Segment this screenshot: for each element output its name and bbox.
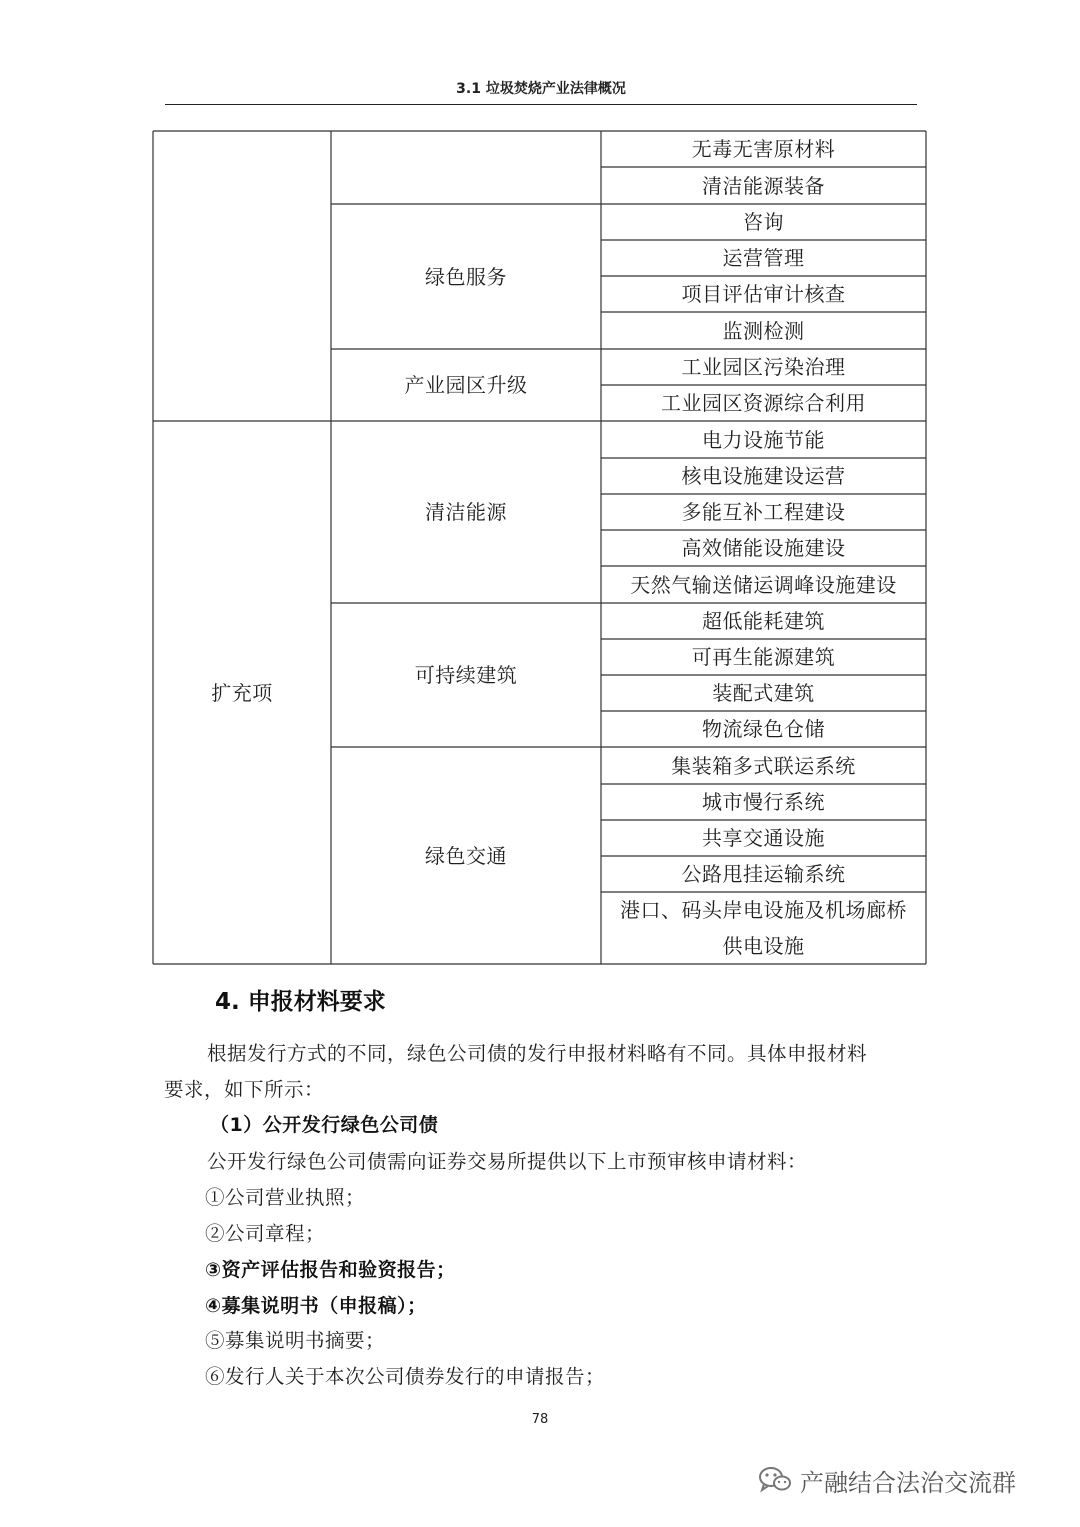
- item-cell: 无毒无害原材料: [691, 137, 836, 161]
- item-line: 供电设施: [722, 934, 805, 958]
- watermark: [758, 1460, 1016, 1500]
- wechat-icon: [758, 1465, 792, 1495]
- item-cell: 物流绿色仓储: [702, 717, 825, 741]
- item-cell: 共享交通设施: [702, 826, 825, 850]
- list-item: ⑤募集说明书摘要；: [205, 1329, 386, 1352]
- category-green-transport-cell: 绿色交通: [425, 843, 507, 868]
- item-cell: 高效储能设施建设: [681, 536, 846, 560]
- item-cell: 天然气输送储运调峰设施建设: [630, 572, 897, 597]
- list-item: ①公司营业执照；: [205, 1186, 366, 1209]
- watermark-text: 产融结合法治交流群: [800, 1468, 1016, 1497]
- item-cell: 多能互补工程建设: [681, 500, 846, 524]
- item-cell: 运营管理: [722, 246, 805, 270]
- item-line: 港口、码头岸电设施及机场廊桥: [620, 898, 907, 922]
- item-cell-multiline: [601, 892, 926, 964]
- item-cell: 城市慢行系统: [702, 790, 825, 814]
- intro-paragraph-line-2: 要求，如下所示：: [164, 1078, 325, 1101]
- item-cell: 咨询: [743, 210, 784, 234]
- category-green-service-cell: 绿色服务: [425, 264, 507, 289]
- page-number: 78: [531, 1412, 549, 1427]
- category-industrial-park-cell: 产业园区升级: [404, 373, 528, 397]
- section-heading: 4. 申报材料要求: [215, 989, 386, 1015]
- intro-paragraph-line-1: 根据发行方式的不同，绿色公司债的发行申报材料略有不同。具体申报材料: [207, 1042, 868, 1065]
- item-cell: 装配式建筑: [712, 681, 815, 705]
- list-item: ⑥发行人关于本次公司债券发行的申请报告；: [205, 1365, 606, 1388]
- item-cell: 工业园区资源综合利用: [661, 391, 866, 415]
- category-clean-energy-cell: 清洁能源: [425, 500, 507, 524]
- category-expansion-cell: 扩充项: [211, 680, 273, 705]
- item-cell: 电力设施节能: [702, 427, 825, 452]
- list-item: ③资产评估报告和验资报告；: [205, 1259, 456, 1281]
- item-cell: 公路甩挂运输系统: [681, 862, 846, 886]
- item-cell: 超低能耗建筑: [702, 609, 825, 633]
- item-cell: 清洁能源装备: [702, 173, 825, 198]
- lead-paragraph: 公开发行绿色公司债需向证券交易所提供以下上市预审核申请材料：: [207, 1150, 808, 1173]
- list-item: ②公司章程；: [205, 1222, 326, 1245]
- item-cell: 可再生能源建筑: [691, 645, 836, 669]
- sub-heading: （1）公开发行绿色公司债: [210, 1114, 439, 1136]
- item-cell: 工业园区污染治理: [681, 355, 846, 379]
- item-cell: 项目评估审计核查: [681, 282, 846, 306]
- item-cell: 核电设施建设运营: [681, 464, 846, 488]
- item-cell: 集装箱多式联运系统: [671, 753, 856, 778]
- list-item: ④募集说明书（申报稿）；: [205, 1295, 427, 1317]
- item-cell: 监测检测: [722, 318, 805, 343]
- category-sustainable-building-cell: 可持续建筑: [414, 663, 518, 687]
- page-header-title: 3.1 垃圾焚烧产业法律概况: [456, 81, 626, 97]
